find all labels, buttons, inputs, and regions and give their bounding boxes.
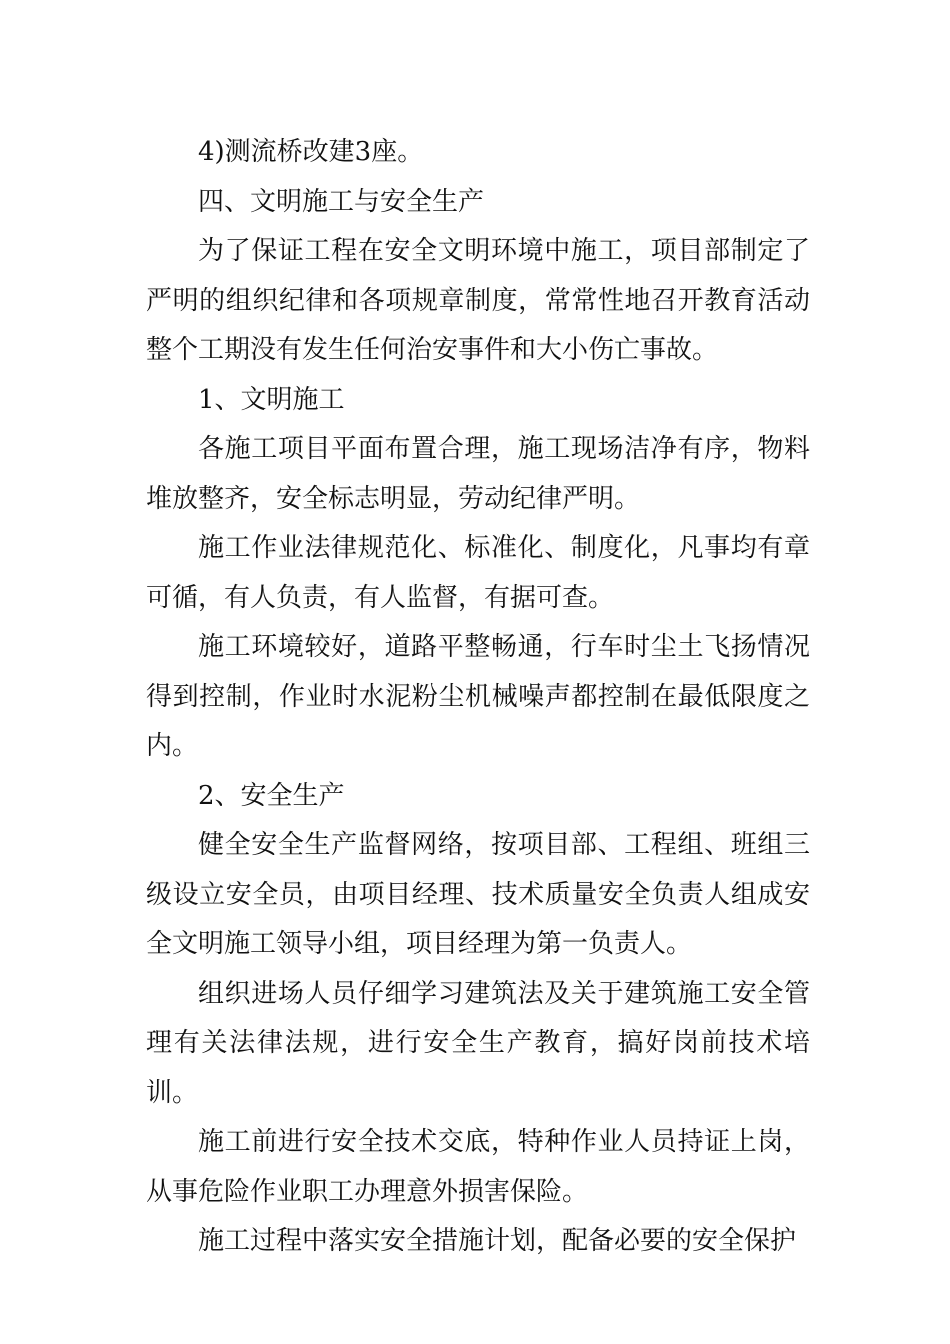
paragraph-safety-network: 健全安全生产监督网络，按项目部、工程组、班组三级设立安全员，由项目经理、技术质量安全负责人组成安全文明施工领导小组，项目经理为第一负责人。 xyxy=(146,830,810,959)
paragraph-site-layout: 各施工项目平面布置合理，施工现场洁净有序，物料堆放整齐，安全标志明显，劳动纪律严明。 xyxy=(146,434,810,514)
paragraph-environment: 施工环境较好，道路平整畅通，行车时尘土飞扬情况得到控制，作业时水泥粉尘机械噪声都控制在最低限度之内。 xyxy=(146,632,810,761)
paragraph-safety-training: 组织进场人员仔细学习建筑法及关于建筑施工安全管理有关法律法规，进行安全生产教育，搞好岗前技术培训。 xyxy=(146,978,810,1108)
subheading-safety-production: 2、安全生产 xyxy=(198,780,345,811)
subheading-civilized-construction: 1、文明施工 xyxy=(198,384,345,415)
section-heading-civilized-safety: 四、文明施工与安全生产 xyxy=(198,186,485,217)
paragraph-intro: 为了保证工程在安全文明环境中施工，项目部制定了严明的组织纪律和各项规章制度，常常性地召开教育活动整个工期没有发生任何治安事件和大小伤亡事故。 xyxy=(146,236,810,365)
paragraph-safety-measures: 施工过程中落实安全措施计划，配备必要的安全保护 xyxy=(198,1226,797,1256)
list-item-bridge-count: 4)测流桥改建3座。 xyxy=(198,137,424,167)
paragraph-safety-briefing: 施工前进行安全技术交底，特种作业人员持证上岗，从事危险作业职工办理意外损害保险。 xyxy=(146,1127,810,1207)
document-body xyxy=(146,128,810,1267)
paragraph-standardization: 施工作业法律规范化、标准化、制度化，凡事均有章可循，有人负责，有人监督，有据可查。 xyxy=(146,533,810,613)
